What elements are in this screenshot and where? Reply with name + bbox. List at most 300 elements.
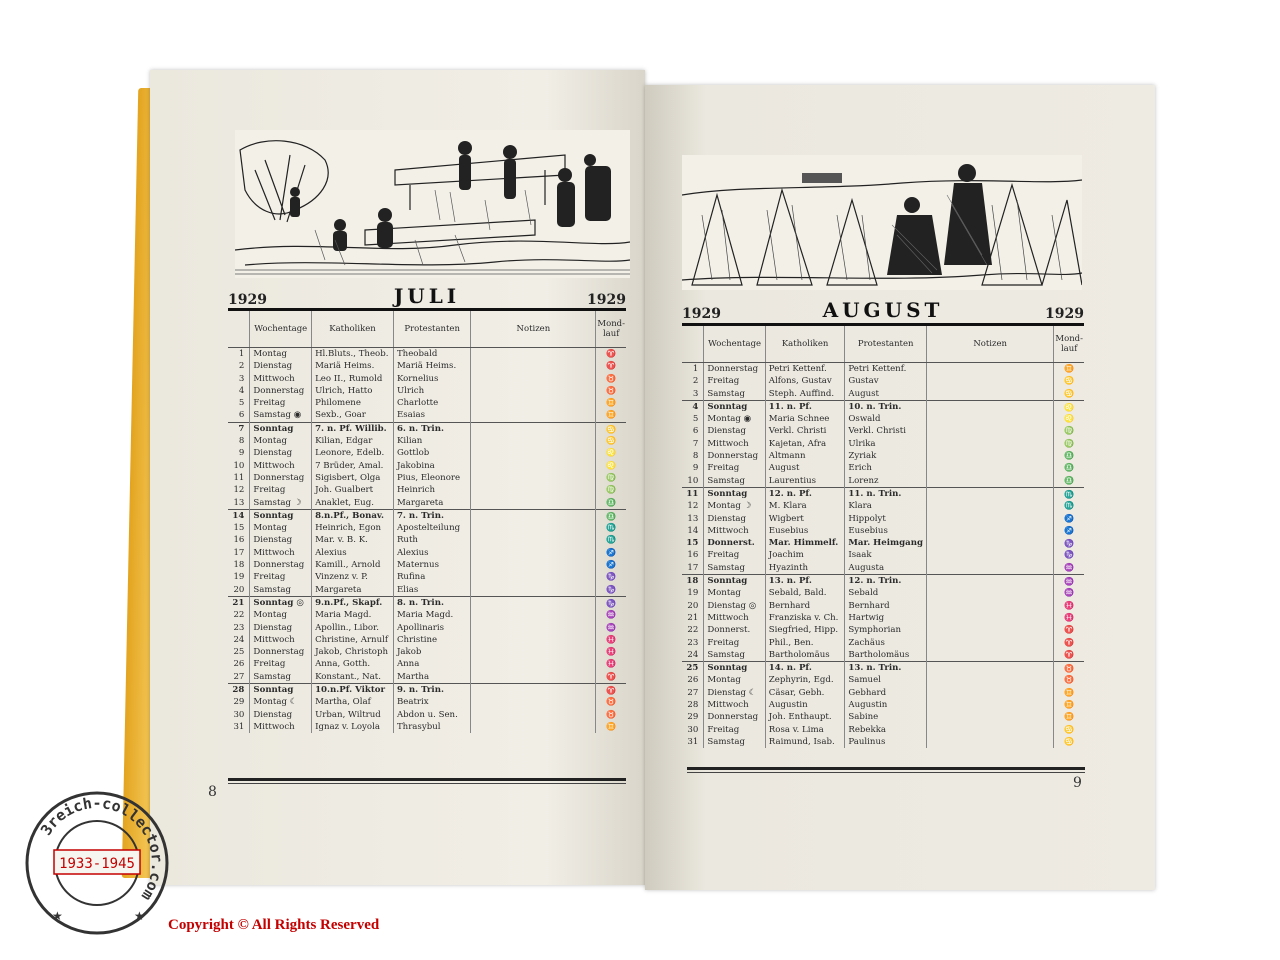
table-header-row (682, 326, 1084, 363)
day-number: 2 (238, 361, 245, 372)
day-number: 28 (687, 700, 699, 711)
notes-cell[interactable] (926, 438, 1053, 450)
protestant-feast: Rufina (393, 571, 470, 583)
weekday: Samstag (704, 562, 765, 575)
notes-cell[interactable] (926, 413, 1053, 425)
protestant-feast: Maternus (393, 559, 470, 571)
table-row (682, 500, 1084, 512)
table-row (228, 385, 626, 397)
table-row (682, 425, 1084, 437)
table-row (228, 348, 626, 361)
column-header: Protestanten (393, 311, 470, 348)
catholic-feast: Joh. Gualbert (312, 484, 394, 496)
day-number: 28 (228, 684, 250, 697)
protestant-feast: Alexius (393, 547, 470, 559)
catholic-feast: Kajetan, Afra (765, 438, 845, 450)
column-header: Katholiken (765, 326, 845, 363)
moon-sign: ♊ (1054, 363, 1084, 376)
notes-cell[interactable] (471, 472, 596, 484)
catholic-feast: 14. n. Pf. (765, 662, 845, 675)
day-number: 29 (233, 697, 245, 708)
notes-cell[interactable] (926, 600, 1053, 612)
notes-cell[interactable] (471, 435, 596, 447)
weekday: Sonntag (250, 509, 312, 522)
moon-sign: ♈ (1054, 637, 1084, 649)
column-header: Mond-lauf (596, 311, 626, 348)
moon-sign: ♑ (596, 584, 626, 597)
weekday: Dienstag (250, 447, 312, 459)
moon-sign: ♏ (1054, 500, 1084, 512)
moon-sign: ♋ (1054, 724, 1084, 736)
notes-cell[interactable] (471, 646, 596, 658)
weekday: Donnerstag (250, 646, 312, 658)
catholic-feast: 9.n.Pf., Skapf. (312, 596, 394, 609)
catholic-feast: Altmann (765, 450, 845, 462)
notes-cell[interactable] (471, 671, 596, 684)
weekday: Freitag (250, 571, 312, 583)
notes-cell[interactable] (926, 699, 1053, 711)
day-number: 18 (682, 575, 704, 588)
day-number: 22 (687, 625, 699, 636)
day-number: 19 (687, 588, 699, 599)
protestant-feast: Klara (845, 500, 927, 512)
table-row (228, 609, 626, 621)
catholic-feast: Sigisbert, Olga (312, 472, 394, 484)
table-header-row (228, 311, 626, 348)
notes-cell[interactable] (471, 397, 596, 409)
protestant-feast: 12. n. Trin. (845, 575, 927, 588)
moon-sign: ♒ (1054, 562, 1084, 575)
notes-cell[interactable] (926, 400, 1053, 413)
notes-cell[interactable] (471, 571, 596, 583)
bottom-rule (228, 778, 626, 781)
notes-cell[interactable] (926, 500, 1053, 512)
catholic-feast: Hl.Bluts., Theob. (312, 348, 394, 361)
protestant-feast: Erich (845, 462, 927, 474)
notes-cell[interactable] (926, 425, 1053, 437)
catholic-feast: Maria Schnee (765, 413, 845, 425)
weekday: Dienstag (704, 513, 765, 525)
day-number: 7 (692, 438, 699, 449)
weekday: Dienstag (704, 425, 765, 437)
moon-sign: ♉ (596, 696, 626, 708)
day-number: 23 (233, 622, 245, 633)
notes-cell[interactable] (471, 622, 596, 634)
notes-cell[interactable] (471, 634, 596, 646)
table-row (682, 388, 1084, 401)
day-number: 6 (692, 426, 699, 437)
weekday: Mittwoch (250, 547, 312, 559)
protestant-feast: 13. n. Trin. (845, 662, 927, 675)
catholic-feast: Vinzenz v. P. (312, 571, 394, 583)
catholic-feast: Joh. Enthaupt. (765, 711, 845, 723)
notes-cell[interactable] (926, 487, 1053, 500)
table-row (228, 547, 626, 559)
protestant-feast: Rebekka (845, 724, 927, 736)
protestant-feast: Charlotte (393, 397, 470, 409)
notes-cell[interactable] (471, 422, 596, 435)
moon-sign: ♑ (1054, 549, 1084, 561)
weekday: Freitag (704, 724, 765, 736)
day-number: 3 (692, 388, 699, 399)
protestant-feast: Jakob (393, 646, 470, 658)
weekday: Montag (250, 609, 312, 621)
moon-sign: ♑ (1054, 537, 1084, 549)
weekday: Donnerstag (250, 385, 312, 397)
protestant-feast: Kornelius (393, 373, 470, 385)
weekday: Sonntag (704, 400, 765, 413)
table-row (682, 736, 1084, 748)
notes-cell[interactable] (471, 460, 596, 472)
moon-sign: ♈ (1054, 624, 1084, 636)
protestant-feast: Pius, Eleonore (393, 472, 470, 484)
notes-cell[interactable] (471, 547, 596, 559)
notes-cell[interactable] (926, 450, 1053, 462)
day-number: 9 (238, 448, 245, 459)
bottom-rule (687, 767, 1085, 770)
day-number: 14 (687, 525, 699, 536)
notes-cell[interactable] (926, 462, 1053, 474)
catholic-feast: Cäsar, Gebh. (765, 687, 845, 699)
table-row (228, 622, 626, 634)
table-row (682, 487, 1084, 500)
notes-cell[interactable] (471, 360, 596, 372)
calendar-table-july (228, 311, 626, 733)
weekday: Montag (704, 587, 765, 599)
notes-cell[interactable] (926, 612, 1053, 624)
moon-sign: ♒ (596, 609, 626, 621)
day-number: 12 (233, 485, 245, 496)
bottom-rule (687, 772, 1085, 773)
weekday: Samstag (250, 671, 312, 684)
table-row (682, 438, 1084, 450)
protestant-feast: Apostelteilung (393, 522, 470, 534)
day-number: 26 (233, 659, 245, 670)
table-row (682, 400, 1084, 413)
weekday: Dienstag (250, 360, 312, 372)
catholic-feast: Anaklet, Eug. (312, 497, 394, 510)
table-row (228, 522, 626, 534)
notes-cell[interactable] (471, 609, 596, 621)
weekday: Dienstag (250, 709, 312, 721)
notes-cell[interactable] (926, 637, 1053, 649)
notes-cell[interactable] (471, 534, 596, 546)
weekday: Dienstag ◎ (704, 600, 765, 612)
notes-cell[interactable] (926, 388, 1053, 401)
table-row (682, 562, 1084, 575)
weekday: Sonntag (250, 684, 312, 697)
notes-cell[interactable] (471, 497, 596, 510)
table-row (228, 671, 626, 684)
catholic-feast: Martha, Olaf (312, 696, 394, 708)
catholic-feast: Petri Kettenf. (765, 363, 845, 376)
moon-sign: ♏ (596, 534, 626, 546)
protestant-feast: Bernhard (845, 600, 927, 612)
notes-cell[interactable] (471, 696, 596, 708)
day-number: 22 (233, 610, 245, 621)
moon-sign: ♐ (596, 559, 626, 571)
notes-cell[interactable] (926, 674, 1053, 686)
moon-sign: ♎ (1054, 462, 1084, 474)
weekday: Freitag (250, 484, 312, 496)
notes-cell[interactable] (471, 559, 596, 571)
day-number: 30 (687, 724, 699, 735)
moon-sign: ♏ (1054, 487, 1084, 500)
notes-cell[interactable] (471, 684, 596, 697)
day-number: 15 (686, 538, 699, 549)
notes-cell[interactable] (926, 587, 1053, 599)
table-row (228, 422, 626, 435)
table-row (682, 462, 1084, 474)
notes-cell[interactable] (926, 375, 1053, 387)
moon-sign: ♈ (596, 348, 626, 361)
moon-sign: ♋ (1054, 375, 1084, 387)
day-number: 26 (687, 675, 699, 686)
notes-cell[interactable] (471, 348, 596, 361)
weekday: Freitag (704, 637, 765, 649)
notes-cell[interactable] (471, 522, 596, 534)
protestant-feast: Ulrich (393, 385, 470, 397)
day-number: 12 (687, 501, 699, 512)
protestant-feast: 8. n. Trin. (393, 596, 470, 609)
weekday: Sonntag (704, 575, 765, 588)
table-row (228, 559, 626, 571)
protestant-feast: Kilian (393, 435, 470, 447)
protestant-feast: Mar. Heimgang (845, 537, 927, 549)
column-header: Mond-lauf (1054, 326, 1084, 363)
year-label: 1929 (587, 292, 626, 308)
catholic-feast: 7 Brüder, Amal. (312, 460, 394, 472)
notes-cell[interactable] (471, 409, 596, 422)
bottom-rule (228, 783, 626, 784)
column-header: Notizen (471, 311, 596, 348)
table-row (228, 696, 626, 708)
table-row (228, 447, 626, 459)
weekday: Montag ☾ (250, 696, 312, 708)
day-number: 8 (238, 436, 245, 447)
weekday: Mittwoch (250, 721, 312, 733)
notes-cell[interactable] (471, 721, 596, 733)
day-number: 24 (233, 634, 245, 645)
weekday: Donnerst. (704, 537, 765, 549)
notes-cell[interactable] (926, 562, 1053, 575)
notes-cell[interactable] (926, 711, 1053, 723)
catholic-feast: Konstant., Nat. (312, 671, 394, 684)
day-number: 27 (233, 671, 245, 682)
svg-text:1933-1945: 1933-1945 (59, 856, 135, 872)
table-row (682, 699, 1084, 711)
notes-cell[interactable] (471, 709, 596, 721)
notes-cell[interactable] (926, 475, 1053, 488)
catholic-feast: Leo II., Rumold (312, 373, 394, 385)
weekday: Montag (250, 348, 312, 361)
notes-cell[interactable] (471, 584, 596, 597)
notes-cell[interactable] (471, 385, 596, 397)
moon-sign: ♐ (1054, 513, 1084, 525)
notes-cell[interactable] (471, 509, 596, 522)
day-number: 13 (233, 497, 245, 508)
day-number: 30 (233, 709, 245, 720)
column-header: Wochentage (250, 311, 312, 348)
protestant-feast: Theobald (393, 348, 470, 361)
moon-sign: ♐ (1054, 525, 1084, 537)
catholic-feast: Apollin., Libor. (312, 622, 394, 634)
weekday: Sonntag (704, 487, 765, 500)
protestant-feast: Sebald (845, 587, 927, 599)
catholic-feast: Bartholomäus (765, 649, 845, 662)
moon-sign: ♓ (1054, 612, 1084, 624)
month-header-august (682, 298, 1084, 322)
notes-cell[interactable] (926, 549, 1053, 561)
weekday: Samstag (250, 584, 312, 597)
table-row (228, 484, 626, 496)
notes-cell[interactable] (926, 687, 1053, 699)
weekday: Mittwoch (704, 699, 765, 711)
notes-cell[interactable] (926, 724, 1053, 736)
notes-cell[interactable] (471, 484, 596, 496)
weekday: Donnerstag (250, 472, 312, 484)
table-row (682, 637, 1084, 649)
protestant-feast: Mariä Heims. (393, 360, 470, 372)
protestant-feast: Eusebius (845, 525, 927, 537)
moon-sign: ♓ (1054, 600, 1084, 612)
catholic-feast: Steph. Auffind. (765, 388, 845, 401)
notes-cell[interactable] (926, 513, 1053, 525)
catholic-feast: Eusebius (765, 525, 845, 537)
table-row (228, 509, 626, 522)
moon-sign: ♋ (1054, 736, 1084, 748)
year-label: 1929 (682, 306, 721, 322)
protestant-feast: Sabine (845, 711, 927, 723)
weekday: Samstag (704, 388, 765, 401)
protestant-feast: Verkl. Christi (845, 425, 927, 437)
catholic-feast: Alexius (312, 547, 394, 559)
illustration-july-bathers (235, 130, 630, 278)
moon-sign: ♊ (1054, 687, 1084, 699)
table-row (228, 409, 626, 422)
notes-cell[interactable] (926, 575, 1053, 588)
protestant-feast: Esaias (393, 409, 470, 422)
notes-cell[interactable] (926, 736, 1053, 748)
protestant-feast: 9. n. Trin. (393, 684, 470, 697)
catholic-feast: Augustin (765, 699, 845, 711)
table-row (682, 575, 1084, 588)
weekday: Freitag (704, 375, 765, 387)
notes-cell[interactable] (926, 649, 1053, 662)
notes-cell[interactable] (926, 363, 1053, 376)
table-row (682, 413, 1084, 425)
protestant-feast: Samuel (845, 674, 927, 686)
day-number: 1 (682, 363, 704, 376)
moon-sign: ♊ (596, 721, 626, 733)
day-number: 14 (228, 509, 250, 522)
notes-cell[interactable] (471, 447, 596, 459)
moon-sign: ♌ (596, 447, 626, 459)
moon-sign: ♑ (596, 596, 626, 609)
protestant-feast: Gebhard (845, 687, 927, 699)
table-row (228, 596, 626, 609)
moon-sign: ♊ (1054, 699, 1084, 711)
catholic-feast: Kilian, Edgar (312, 435, 394, 447)
column-header: Protestanten (845, 326, 927, 363)
day-number: 15 (233, 523, 245, 534)
year-label: 1929 (1045, 306, 1084, 322)
table-row (228, 646, 626, 658)
moon-sign: ♌ (596, 460, 626, 472)
weekday: Sonntag ◎ (250, 596, 312, 609)
day-number: 29 (687, 712, 699, 723)
catholic-feast: Ignaz v. Loyola (312, 721, 394, 733)
table-row (228, 721, 626, 733)
protestant-feast: Isaak (845, 549, 927, 561)
moon-sign: ♎ (596, 509, 626, 522)
protestant-feast: 10. n. Trin. (845, 400, 927, 413)
protestant-feast: 7. n. Trin. (393, 509, 470, 522)
weekday: Mittwoch (250, 373, 312, 385)
notes-cell[interactable] (926, 624, 1053, 636)
notes-cell[interactable] (471, 373, 596, 385)
catholic-feast: Siegfried, Hipp. (765, 624, 845, 636)
weekday: Montag ◉ (704, 413, 765, 425)
notes-cell[interactable] (926, 662, 1053, 675)
day-number: 1 (228, 348, 250, 361)
table-row (682, 450, 1084, 462)
day-number: 13 (687, 513, 699, 524)
weekday: Samstag (704, 475, 765, 488)
moon-sign: ♒ (596, 622, 626, 634)
day-number: 10 (233, 460, 245, 471)
protestant-feast: Hartwig (845, 612, 927, 624)
moon-sign: ♉ (1054, 674, 1084, 686)
catholic-feast: Bernhard (765, 600, 845, 612)
notes-cell[interactable] (926, 537, 1053, 549)
table-row (682, 674, 1084, 686)
catholic-feast: Maria Magd. (312, 609, 394, 621)
table-row (228, 435, 626, 447)
table-row (682, 375, 1084, 387)
moon-sign: ♓ (596, 658, 626, 670)
calendar-page-july (150, 70, 645, 885)
weekday: Sonntag (704, 662, 765, 675)
protestant-feast: 6. n. Trin. (393, 422, 470, 435)
weekday: Donnerstag (704, 363, 765, 376)
moon-sign: ♊ (1054, 711, 1084, 723)
catholic-feast: Franziska v. Ch. (765, 612, 845, 624)
day-number: 21 (228, 596, 250, 609)
protestant-feast: Jakobina (393, 460, 470, 472)
table-row (682, 600, 1084, 612)
catholic-feast: Urban, Wiltrud (312, 709, 394, 721)
notes-cell[interactable] (471, 596, 596, 609)
catholic-feast: Wigbert (765, 513, 845, 525)
protestant-feast: Petri Kettenf. (845, 363, 927, 376)
protestant-feast: Augusta (845, 562, 927, 575)
day-number: 31 (233, 721, 245, 732)
table-row (682, 724, 1084, 736)
weekday: Mittwoch (704, 612, 765, 624)
notes-cell[interactable] (926, 525, 1053, 537)
notes-cell[interactable] (471, 658, 596, 670)
moon-sign: ♉ (596, 385, 626, 397)
table-row (682, 649, 1084, 662)
protestant-feast: Bartholomäus (845, 649, 927, 662)
moon-sign: ♊ (596, 397, 626, 409)
table-row (682, 475, 1084, 488)
table-row (228, 472, 626, 484)
day-number: 4 (682, 400, 704, 413)
protestant-feast: Christine (393, 634, 470, 646)
table-row (228, 373, 626, 385)
